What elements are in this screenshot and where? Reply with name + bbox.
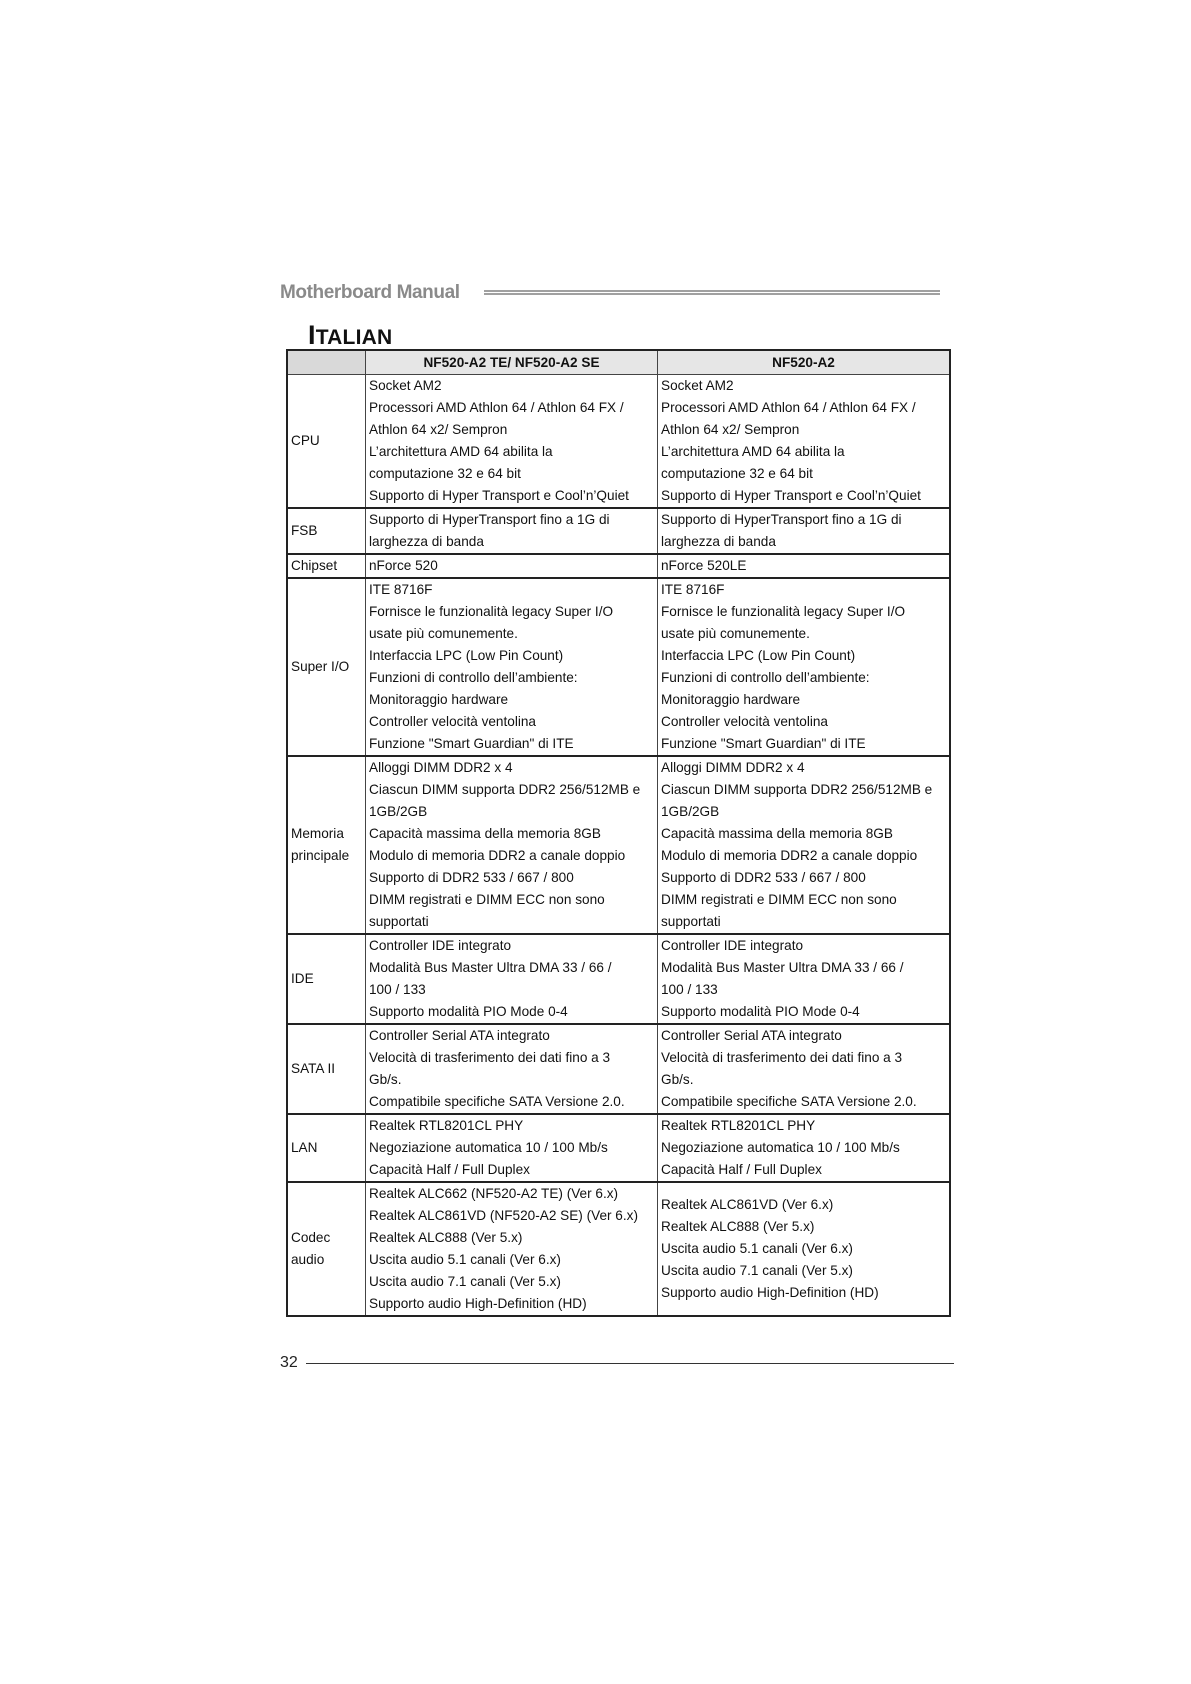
spec-cell-b bbox=[658, 1024, 951, 1114]
spec-cell-a bbox=[366, 1182, 658, 1316]
spec-line: Processori AMD Athlon 64 / Athlon 64 FX / bbox=[369, 400, 624, 415]
spec-line: Alloggi DIMM DDR2 x 4 bbox=[369, 760, 513, 775]
spec-cell-a bbox=[366, 1114, 658, 1182]
spec-cell-a bbox=[366, 508, 658, 554]
spec-line: Modulo di memoria DDR2 a canale doppio bbox=[369, 848, 626, 863]
spec-line: Processori AMD Athlon 64 / Athlon 64 FX / bbox=[661, 400, 916, 415]
section-title-initial: I bbox=[308, 320, 316, 350]
spec-cell-a bbox=[366, 375, 658, 509]
spec-line: nForce 520 bbox=[369, 558, 438, 573]
row-label-line: CPU bbox=[291, 433, 320, 448]
spec-line: Interfaccia LPC (Low Pin Count) bbox=[369, 648, 564, 663]
spec-line: Fornisce le funzionalità legacy Super I/O bbox=[369, 604, 614, 619]
spec-line: Realtek ALC861VD (Ver 6.x) bbox=[661, 1197, 834, 1212]
spec-line: Modalità Bus Master Ultra DMA 33 / 66 / bbox=[661, 960, 904, 975]
spec-line: Realtek ALC888 (Ver 5.x) bbox=[369, 1230, 523, 1245]
spec-line: larghezza di banda bbox=[661, 534, 776, 549]
row-label-line: LAN bbox=[291, 1140, 318, 1155]
spec-line: 1GB/2GB bbox=[661, 804, 720, 819]
footer-rule bbox=[306, 1363, 954, 1364]
spec-line: Uscita audio 7.1 canali (Ver 5.x) bbox=[661, 1263, 853, 1278]
spec-line: Uscita audio 7.1 canali (Ver 5.x) bbox=[369, 1274, 561, 1289]
spec-line: Capacità massima della memoria 8GB bbox=[661, 826, 893, 841]
table-row bbox=[287, 756, 950, 934]
spec-cell-a bbox=[366, 578, 658, 756]
row-label-line: principale bbox=[291, 848, 350, 863]
row-label-line: audio bbox=[291, 1252, 325, 1267]
row-label-line: IDE bbox=[291, 971, 314, 986]
header-rule bbox=[484, 290, 940, 298]
spec-line: supportati bbox=[661, 914, 721, 929]
spec-line: Supporto di Hyper Transport e Cool’n’Quiet bbox=[661, 488, 921, 503]
spec-line: ITE 8716F bbox=[369, 582, 433, 597]
spec-line: Velocità di trasferimento dei dati fino a 3 bbox=[661, 1050, 903, 1065]
column-header-a: NF520-A2 TE/ NF520-A2 SE bbox=[366, 350, 658, 375]
spec-line: Controller velocità ventolina bbox=[661, 714, 828, 729]
row-label bbox=[287, 508, 366, 554]
spec-line: usate più comunemente. bbox=[661, 626, 810, 641]
row-label-line: Codec bbox=[291, 1230, 331, 1245]
spec-line: usate più comunemente. bbox=[369, 626, 518, 641]
table-row bbox=[287, 1024, 950, 1114]
spec-line: Supporto modalità PIO Mode 0-4 bbox=[661, 1004, 860, 1019]
spec-line: Modulo di memoria DDR2 a canale doppio bbox=[661, 848, 918, 863]
spec-line: Funzioni di controllo dell’ambiente: bbox=[369, 670, 578, 685]
spec-line: Gb/s. bbox=[369, 1072, 402, 1087]
spec-line: 100 / 133 bbox=[369, 982, 426, 997]
spec-line: Controller IDE integrato bbox=[369, 938, 512, 953]
section-title bbox=[308, 320, 392, 351]
page-number: 32 bbox=[280, 1354, 298, 1371]
spec-line: Supporto di DDR2 533 / 667 / 800 bbox=[661, 870, 866, 885]
table-header-row bbox=[287, 350, 950, 375]
spec-line: Supporto di HyperTransport fino a 1G di bbox=[369, 512, 610, 527]
spec-line: Negoziazione automatica 10 / 100 Mb/s bbox=[661, 1140, 900, 1155]
spec-line: Supporto di HyperTransport fino a 1G di bbox=[661, 512, 902, 527]
spec-line: 1GB/2GB bbox=[369, 804, 428, 819]
spec-line: larghezza di banda bbox=[369, 534, 484, 549]
spec-line: Monitoraggio hardware bbox=[661, 692, 801, 707]
table-row bbox=[287, 934, 950, 1024]
spec-table bbox=[286, 349, 951, 1317]
spec-line: L’architettura AMD 64 abilita la bbox=[661, 444, 845, 459]
row-label bbox=[287, 1114, 366, 1182]
spec-line: Uscita audio 5.1 canali (Ver 6.x) bbox=[661, 1241, 853, 1256]
spec-line: Supporto modalità PIO Mode 0-4 bbox=[369, 1004, 568, 1019]
row-label-line: Chipset bbox=[291, 558, 338, 573]
spec-line: supportati bbox=[369, 914, 429, 929]
corner-cell bbox=[287, 350, 366, 375]
spec-line: Controller Serial ATA integrato bbox=[661, 1028, 842, 1043]
spec-line: Funzione "Smart Guardian" di ITE bbox=[369, 736, 574, 751]
spec-line: Funzioni di controllo dell’ambiente: bbox=[661, 670, 870, 685]
spec-line: Socket AM2 bbox=[661, 378, 734, 393]
spec-line: Supporto audio High-Definition (HD) bbox=[661, 1285, 879, 1300]
table-row bbox=[287, 1114, 950, 1182]
spec-line: Capacità massima della memoria 8GB bbox=[369, 826, 601, 841]
spec-cell-b bbox=[658, 554, 951, 578]
row-label-line: Super I/O bbox=[291, 659, 350, 674]
row-label-line: Memoria bbox=[291, 826, 344, 841]
spec-line: computazione 32 e 64 bit bbox=[661, 466, 813, 481]
spec-line: Realtek RTL8201CL PHY bbox=[369, 1118, 524, 1133]
spec-line: Interfaccia LPC (Low Pin Count) bbox=[661, 648, 856, 663]
spec-line: Supporto di DDR2 533 / 667 / 800 bbox=[369, 870, 574, 885]
spec-line: Gb/s. bbox=[661, 1072, 694, 1087]
spec-line: Monitoraggio hardware bbox=[369, 692, 509, 707]
manual-header bbox=[280, 282, 940, 308]
spec-line: DIMM registrati e DIMM ECC non sono bbox=[661, 892, 897, 907]
table-row bbox=[287, 508, 950, 554]
spec-line: Socket AM2 bbox=[369, 378, 442, 393]
spec-line: Supporto audio High-Definition (HD) bbox=[369, 1296, 587, 1311]
table-row bbox=[287, 578, 950, 756]
spec-line: Ciascun DIMM supporta DDR2 256/512MB e bbox=[661, 782, 933, 797]
table-row bbox=[287, 1182, 950, 1316]
column-header-b: NF520-A2 bbox=[658, 350, 951, 375]
row-label bbox=[287, 375, 366, 509]
row-label bbox=[287, 756, 366, 934]
spec-cell-a bbox=[366, 1024, 658, 1114]
spec-line: Athlon 64 x2/ Sempron bbox=[661, 422, 800, 437]
table-row bbox=[287, 375, 950, 509]
row-label bbox=[287, 1182, 366, 1316]
spec-cell-a bbox=[366, 554, 658, 578]
spec-line: Velocità di trasferimento dei dati fino a 3 bbox=[369, 1050, 611, 1065]
spec-cell-b bbox=[658, 508, 951, 554]
spec-line: Modalità Bus Master Ultra DMA 33 / 66 / bbox=[369, 960, 612, 975]
spec-line: Realtek ALC861VD (NF520-A2 SE) (Ver 6.x) bbox=[369, 1208, 638, 1223]
spec-cell-b bbox=[658, 1114, 951, 1182]
spec-line: 100 / 133 bbox=[661, 982, 718, 997]
spec-line: Controller velocità ventolina bbox=[369, 714, 536, 729]
spec-line: Controller Serial ATA integrato bbox=[369, 1028, 550, 1043]
spec-line: Uscita audio 5.1 canali (Ver 6.x) bbox=[369, 1252, 561, 1267]
section-title-rest: TALIAN bbox=[315, 326, 393, 349]
spec-line: Compatibile specifiche SATA Versione 2.0. bbox=[369, 1094, 625, 1109]
row-label bbox=[287, 934, 366, 1024]
spec-cell-b bbox=[658, 756, 951, 934]
spec-cell-a bbox=[366, 756, 658, 934]
table-row bbox=[287, 554, 950, 578]
spec-line: DIMM registrati e DIMM ECC non sono bbox=[369, 892, 605, 907]
spec-line: ITE 8716F bbox=[661, 582, 725, 597]
spec-line: Realtek ALC888 (Ver 5.x) bbox=[661, 1219, 815, 1234]
spec-line: Fornisce le funzionalità legacy Super I/O bbox=[661, 604, 906, 619]
spec-line: Capacità Half / Full Duplex bbox=[369, 1162, 530, 1177]
spec-cell-b bbox=[658, 375, 951, 509]
spec-line: Funzione "Smart Guardian" di ITE bbox=[661, 736, 866, 751]
spec-line: Athlon 64 x2/ Sempron bbox=[369, 422, 508, 437]
spec-line: Controller IDE integrato bbox=[661, 938, 804, 953]
spec-line: computazione 32 e 64 bit bbox=[369, 466, 521, 481]
spec-line: Compatibile specifiche SATA Versione 2.0. bbox=[661, 1094, 917, 1109]
manual-title: Motherboard Manual bbox=[280, 282, 460, 303]
spec-table-body bbox=[287, 375, 950, 1317]
spec-line: L’architettura AMD 64 abilita la bbox=[369, 444, 553, 459]
spec-line: Supporto di Hyper Transport e Cool’n’Quiet bbox=[369, 488, 629, 503]
spec-line: nForce 520LE bbox=[661, 558, 747, 573]
row-label bbox=[287, 1024, 366, 1114]
spec-line: Negoziazione automatica 10 / 100 Mb/s bbox=[369, 1140, 608, 1155]
row-label-line: FSB bbox=[291, 523, 318, 538]
spec-cell-a bbox=[366, 934, 658, 1024]
row-label bbox=[287, 554, 366, 578]
spec-cell-b bbox=[658, 934, 951, 1024]
spec-cell-b bbox=[658, 578, 951, 756]
spec-line: Realtek RTL8201CL PHY bbox=[661, 1118, 816, 1133]
spec-line: Alloggi DIMM DDR2 x 4 bbox=[661, 760, 805, 775]
row-label bbox=[287, 578, 366, 756]
spec-line: Realtek ALC662 (NF520-A2 TE) (Ver 6.x) bbox=[369, 1186, 619, 1201]
spec-cell-b bbox=[658, 1182, 951, 1316]
spec-line: Ciascun DIMM supporta DDR2 256/512MB e bbox=[369, 782, 641, 797]
row-label-line: SATA II bbox=[291, 1061, 336, 1076]
spec-line: Capacità Half / Full Duplex bbox=[661, 1162, 822, 1177]
